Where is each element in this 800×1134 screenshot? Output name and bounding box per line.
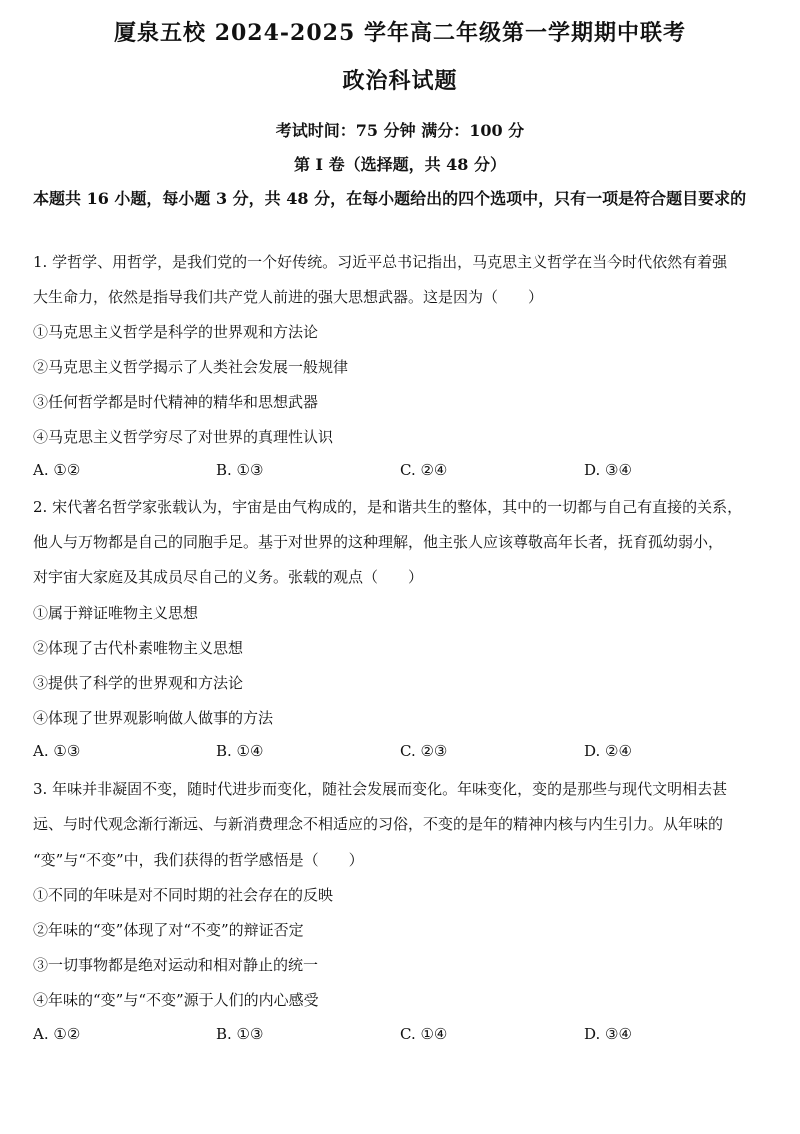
exam-info: 考试时间：75 分钟 满分：100 分: [275, 121, 525, 140]
question-3-stem-line-1: 3. 年味并非凝固不变，随时代进步而变化，随社会发展而变化。年味变化，变的是那些与现代文明相去甚: [33, 780, 728, 798]
question-1-item-4: ④马克思主义哲学穷尽了对世界的真理性认识: [33, 428, 334, 446]
question-3-item-4: ④年味的“变”与“不变”源于人们的内心感受: [33, 991, 319, 1009]
question-2-stem-line-3: 对宇宙大家庭及其成员尽自己的义务。张载的观点（ ）: [33, 568, 424, 586]
question-2-option-d: D. ②④: [584, 742, 632, 760]
question-3-stem-line-2: 远、与时代观念渐行渐远、与新消费理念不相适应的习俗，不变的是年的精神内核与内生引力。从年味的: [33, 815, 724, 833]
question-1-item-3: ③任何哲学都是时代精神的精华和思想武器: [33, 393, 319, 411]
instruction-text: 本题共 16 小题，每小题 3 分，共 48 分，在每小题给出的四个选项中，只有一项是符合题目要求的: [33, 189, 747, 208]
question-3-option-b: B. ①③: [216, 1025, 264, 1043]
question-2-option-c: C. ②③: [400, 742, 448, 760]
question-1-option-b: B. ①③: [216, 461, 264, 479]
question-3-option-a: A. ①②: [33, 1025, 81, 1043]
exam-subject: 政治科试题: [342, 68, 458, 94]
question-2-item-1: ①属于辩证唯物主义思想: [33, 604, 199, 622]
question-1-option-c: C. ②④: [400, 461, 448, 479]
question-1-stem-line-2: 大生命力，依然是指导我们共产党人前进的强大思想武器。这是因为（ ）: [33, 288, 544, 306]
question-2-stem-line-1: 2. 宋代著名哲学家张载认为，宇宙是由气构成的，是和谐共生的整体，其中的一切都与自己有直接的关系，: [33, 498, 743, 516]
question-3-stem-line-3: “变”与“不变”中，我们获得的哲学感悟是（ ）: [33, 851, 364, 869]
question-2-option-a: A. ①③: [33, 742, 81, 760]
exam-title: 厦泉五校 2024-2025 学年高二年级第一学期期中联考: [114, 20, 686, 46]
question-2-item-2: ②体现了古代朴素唯物主义思想: [33, 639, 244, 657]
question-3-option-c: C. ①④: [400, 1025, 448, 1043]
question-2-item-3: ③提供了科学的世界观和方法论: [33, 674, 244, 692]
question-2-item-4: ④体现了世界观影响做人做事的方法: [33, 709, 274, 727]
section-heading: 第 I 卷（选择题，共 48 分）: [293, 155, 507, 174]
question-3-item-3: ③一切事物都是绝对运动和相对静止的统一: [33, 956, 319, 974]
question-2-option-b: B. ①④: [216, 742, 264, 760]
question-2-stem-line-2: 他人与万物都是自己的同胞手足。基于对世界的这种理解，他主张人应该尊敬高年长者，抚育孤幼弱小，: [33, 533, 724, 551]
question-3-option-d: D. ③④: [584, 1025, 632, 1043]
question-1-item-1: ①马克思主义哲学是科学的世界观和方法论: [33, 323, 319, 341]
question-3-item-1: ①不同的年味是对不同时期的社会存在的反映: [33, 886, 334, 904]
question-1-option-a: A. ①②: [33, 461, 81, 479]
question-3-item-2: ②年味的“变”体现了对“不变”的辩证否定: [33, 921, 304, 939]
question-1-item-2: ②马克思主义哲学揭示了人类社会发展一般规律: [33, 358, 349, 376]
question-1-option-d: D. ③④: [584, 461, 632, 479]
question-1-stem-line-1: 1. 学哲学、用哲学，是我们党的一个好传统。习近平总书记指出，马克思主义哲学在当今时代依然有着强: [33, 253, 728, 271]
